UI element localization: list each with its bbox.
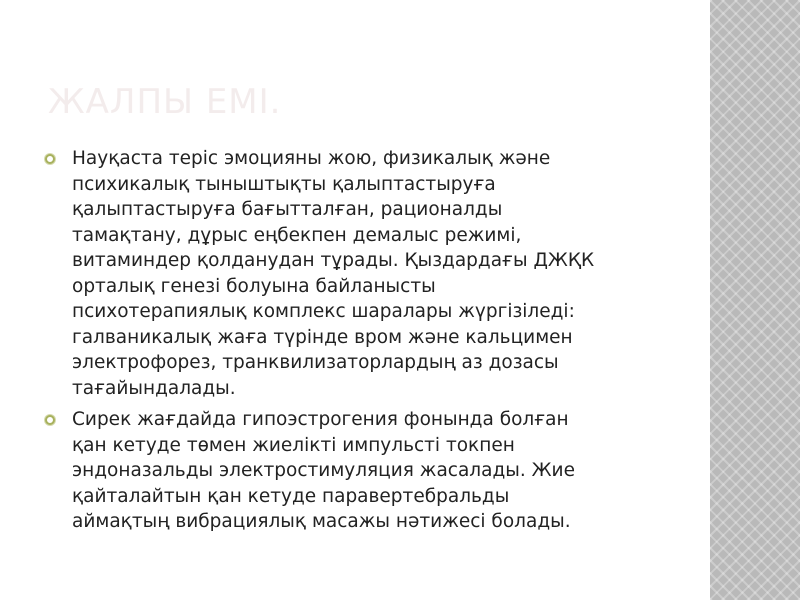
bullet-text: Науқаста теріс эмоцияны жою, физикалық және психикалық тыныштықты қалыптастыруға қалыптастыруға бағытталған, рационалды тамақтану, дұрыс еңбекпен демалыс режимі, витаминдер қолданудан тұрады. Қыздардағы ДЖҚК орталық генезі болуына байланысты психотерапиялық комплекс шаралары жүргізіледі: галваникалық жаға түрінде вром және кальцимен электрофорез, транквилизаторлардың аз дозасы тағайындалады.	[72, 148, 595, 399]
bullet-item	[42, 407, 682, 535]
bullet-item	[42, 146, 682, 401]
bullet-list	[42, 146, 682, 541]
bullet-circle-icon	[45, 415, 55, 425]
bullet-circle-icon	[45, 154, 55, 164]
slide-title: ЖАЛПЫ ЕМІ.	[48, 82, 282, 122]
side-decoration-panel	[710, 0, 800, 600]
bullet-text: Сирек жағдайда гипоэстрогения фонында болған қан кетуде төмен жиелікті импульсті токпен эндоназальды электростимуляция жасалады. Жие қайталайтын қан кетуде паравертебральды аймақтың вибрациялық масажы нәтижесі болады.	[72, 409, 575, 532]
